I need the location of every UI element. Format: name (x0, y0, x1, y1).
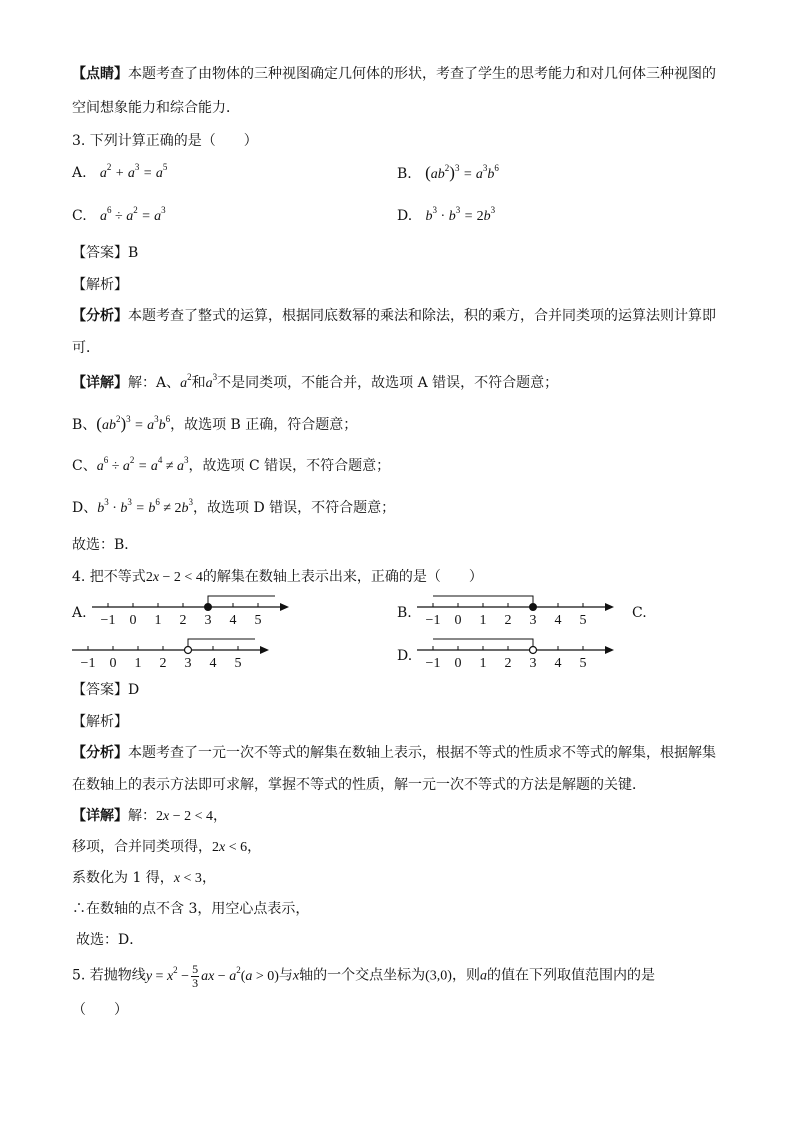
arrow-head-icon (260, 646, 269, 654)
q3-option-c: C. $a^6 \div a^2 = a^3$ (72, 205, 166, 224)
tick-label: 3 (529, 613, 537, 628)
q4-numberline-c (70, 635, 270, 679)
solid-point (205, 604, 212, 611)
tick-label: 0 (454, 656, 462, 671)
tick-label: 4 (554, 613, 562, 628)
numberline-c-svg (70, 635, 270, 675)
tick-label: 4 (229, 613, 237, 628)
tick-label: 5 (579, 656, 587, 671)
hollow-point (185, 647, 192, 654)
tick-label: 3 (529, 656, 537, 671)
note-line-2 (72, 98, 240, 118)
q3-option-b-formula: $(ab^2)^3 = a^3b^6$ (425, 163, 499, 182)
tick-label: −1 (425, 613, 441, 628)
q3-jiexi: 【解析】 (72, 277, 128, 293)
tick-label: 5 (234, 656, 242, 671)
q3-analysis-1: 【分析】本题考查了整式的运算，根据同底数幂的乘法和除法，积的乘方，合并同类项的运算法则计算即 (72, 308, 716, 324)
tick-label: 0 (109, 656, 117, 671)
q3-option-c-formula: $a^6 \div a^2 = a^3$ (100, 205, 166, 224)
q5-paren: （ ） (72, 1002, 128, 1018)
numberline-b-svg (415, 592, 615, 632)
tick-label: 1 (479, 656, 487, 671)
solution-bracket (208, 596, 275, 607)
tick-label: 1 (134, 656, 142, 671)
tick-label: −1 (80, 656, 96, 671)
tick-label: 5 (579, 613, 587, 628)
arrow-head-icon (605, 646, 614, 654)
q4-analysis-1: 【分析】本题考查了一元一次不等式的解集在数轴上表示，根据不等式的性质求不等式的解集，根据解集 (72, 745, 716, 761)
q3-option-b: B. $(ab^2)^3 = a^3b^6$ (397, 163, 499, 182)
q3-analysis-2: 可． (72, 340, 100, 356)
q4-numberline-b (415, 592, 615, 636)
q4-option-c-label: C. (632, 605, 647, 621)
note-text-2: 空间想象能力和综合能力． (72, 100, 240, 116)
q4-detail-2: 系数化为 1 得，x < 3， (72, 870, 216, 886)
q3-option-d: D. $b^3 \cdot b^3 = 2b^3$ (397, 205, 496, 224)
q3-option-a: A. $a^2 + a^3 = a^5$ (72, 162, 168, 181)
q3-detail-a: 【详解】解：A、$a^2$和$a^3$不是同类项，不能合并，故选项 A 错误，不符合题意； (72, 372, 559, 391)
tick-label: 5 (254, 613, 262, 628)
q4-detail-1: 移项，合并同类项得，2x < 6， (72, 839, 262, 855)
tick-label: −1 (100, 613, 116, 628)
tick-label: 2 (504, 656, 512, 671)
numberline-a-svg (90, 592, 290, 632)
q3-option-d-formula: $b^3 \cdot b^3 = 2b^3$ (425, 205, 496, 224)
q3-choose: 故选：B． (72, 537, 139, 553)
q4-option-d-label: D. (397, 648, 413, 664)
q4-numberline-a (90, 592, 290, 636)
q5-stem: 5. 若抛物线$y = x^2$ − $\frac{5}{3}$ ax − $a^2(a > 0)$与x轴的一个交点坐标为(3,0)，则a的值在下列取值范围内的是 (72, 962, 655, 990)
tick-label: 2 (159, 656, 167, 671)
q4-numberline-d (415, 635, 615, 679)
q4-jiexi: 【解析】 (72, 714, 128, 730)
q4-detail-3: ∴在数轴的点不含 3，用空心点表示， (72, 901, 310, 917)
note-text-1: 本题考查了由物体的三种视图确定几何体的形状，考查了学生的思考能力和对几何体三种视图的 (128, 66, 716, 82)
q3-detail-b: B、$(ab^2)^3 = a^3b^6$，故选项 B 正确，符合题意； (72, 414, 358, 433)
q4-analysis-2: 在数轴上的表示方法即可求解，掌握不等式的性质，解一元一次不等式的方法是解题的关键． (72, 777, 646, 793)
q4-option-a-label: A. (72, 605, 87, 621)
tick-label: 2 (504, 613, 512, 628)
note-tag: 【点睛】 (72, 66, 128, 82)
hollow-point (530, 647, 537, 654)
tick-label: 3 (184, 656, 192, 671)
tick-label: 1 (479, 613, 487, 628)
tick-label: 4 (209, 656, 217, 671)
q3-detail-c: C、$a^6 \div a^2 = a^4 \ne a^3$，故选项 C 错误，不符合题意； (72, 455, 391, 474)
q3-detail-d: D、$b^3 \cdot b^3 = b^6 \ne 2b^3$，故选项 D 错误，不符合题意； (72, 497, 396, 516)
q4-answer: 【答案】D (72, 682, 140, 698)
note-line-1 (72, 64, 716, 84)
q4-detail-0: 【详解】解：2x − 2 < 4， (72, 808, 228, 824)
tick-label: 0 (129, 613, 137, 628)
q4-option-b-label: B. (397, 605, 412, 621)
arrow-head-icon (280, 603, 289, 611)
tick-label: 4 (554, 656, 562, 671)
q4-stem: 4. 把不等式2x − 2 < 4的解集在数轴上表示出来，正确的是（ ） (72, 569, 483, 585)
arrow-head-icon (605, 603, 614, 611)
solution-bracket (188, 639, 255, 650)
numberline-d-svg (415, 635, 615, 675)
q3-answer: 【答案】B (72, 245, 139, 261)
tick-label: 3 (204, 613, 212, 628)
q3-option-a-formula: $a^2 + a^3 = a^5$ (99, 162, 168, 181)
tick-label: 1 (154, 613, 162, 628)
tick-label: 0 (454, 613, 462, 628)
solid-point (530, 604, 537, 611)
tick-label: 2 (179, 613, 187, 628)
q3-stem: 3. 下列计算正确的是（ ） (72, 133, 258, 149)
tick-label: −1 (425, 656, 441, 671)
q4-choose: 故选：D． (76, 932, 144, 948)
